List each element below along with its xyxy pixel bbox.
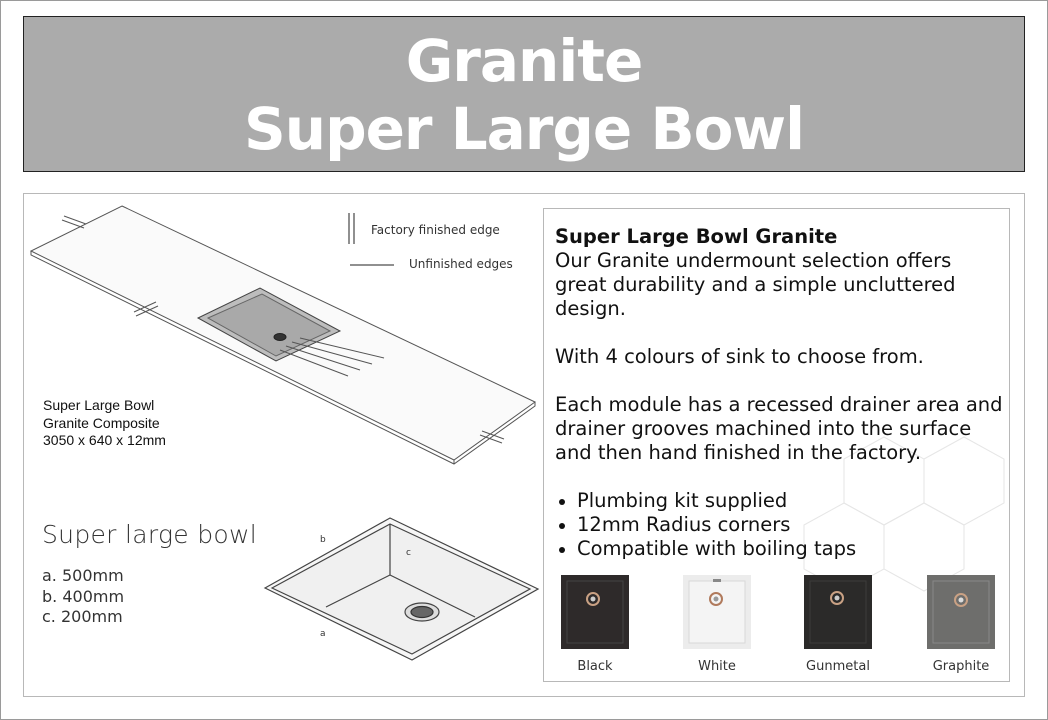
swatch-black [561, 575, 629, 649]
feature-item: Compatible with boiling taps [555, 537, 1005, 561]
sink-graphite-image [927, 575, 995, 649]
bowl-label-b: b [320, 535, 326, 545]
feature-list [555, 489, 1005, 561]
swatch-label-black: Black [577, 659, 613, 674]
spec-name: Super Large Bowl [43, 397, 155, 413]
legend-factory-edge: Factory finished edge [371, 223, 500, 237]
sink-gunmetal-image [804, 575, 872, 649]
sink-white-image [683, 575, 751, 649]
spec-block [43, 397, 166, 450]
info-text [555, 225, 1005, 561]
info-title: Super Large Bowl Granite [555, 225, 838, 248]
swatch-graphite [927, 575, 995, 649]
info-paragraph-3: Each module has a recessed drainer area and drainer grooves machined into the surface and then hand finished in the factory. [555, 393, 1003, 464]
spec-size: 3050 x 640 x 12mm [43, 432, 166, 448]
feature-item: Plumbing kit supplied [555, 489, 1005, 513]
title-line-2: Super Large Bowl [244, 95, 804, 163]
sink-black-image [561, 575, 629, 649]
swatch-gunmetal [804, 575, 872, 649]
dimensions-list [42, 566, 124, 628]
info-paragraph-1: Our Granite undermount selection offers great durability and a simple uncluttered design. [555, 249, 956, 320]
title-line-1: Granite [405, 27, 643, 95]
bowl-label-c: c [406, 548, 411, 558]
bowl-label-a: a [320, 629, 326, 639]
swatch-label-white: White [698, 659, 736, 674]
swatch-white [683, 575, 751, 649]
bowl-heading: Super large bowl [42, 520, 257, 549]
dimension-a: a. 500mm [42, 566, 124, 585]
legend-symbols [349, 213, 394, 265]
swatch-label-graphite: Graphite [932, 659, 990, 674]
swatch-label-gunmetal: Gunmetal [806, 659, 870, 674]
dimension-b: b. 400mm [42, 586, 125, 606]
feature-item: 12mm Radius corners [555, 513, 1005, 537]
bowl-diagram [265, 518, 538, 660]
dimension-c: c. 200mm [42, 607, 123, 626]
info-paragraph-2: With 4 colours of sink to choose from. [555, 345, 924, 368]
spec-material: Granite Composite [43, 414, 160, 431]
legend-unfinished-edges: Unfinished edges [409, 257, 513, 271]
